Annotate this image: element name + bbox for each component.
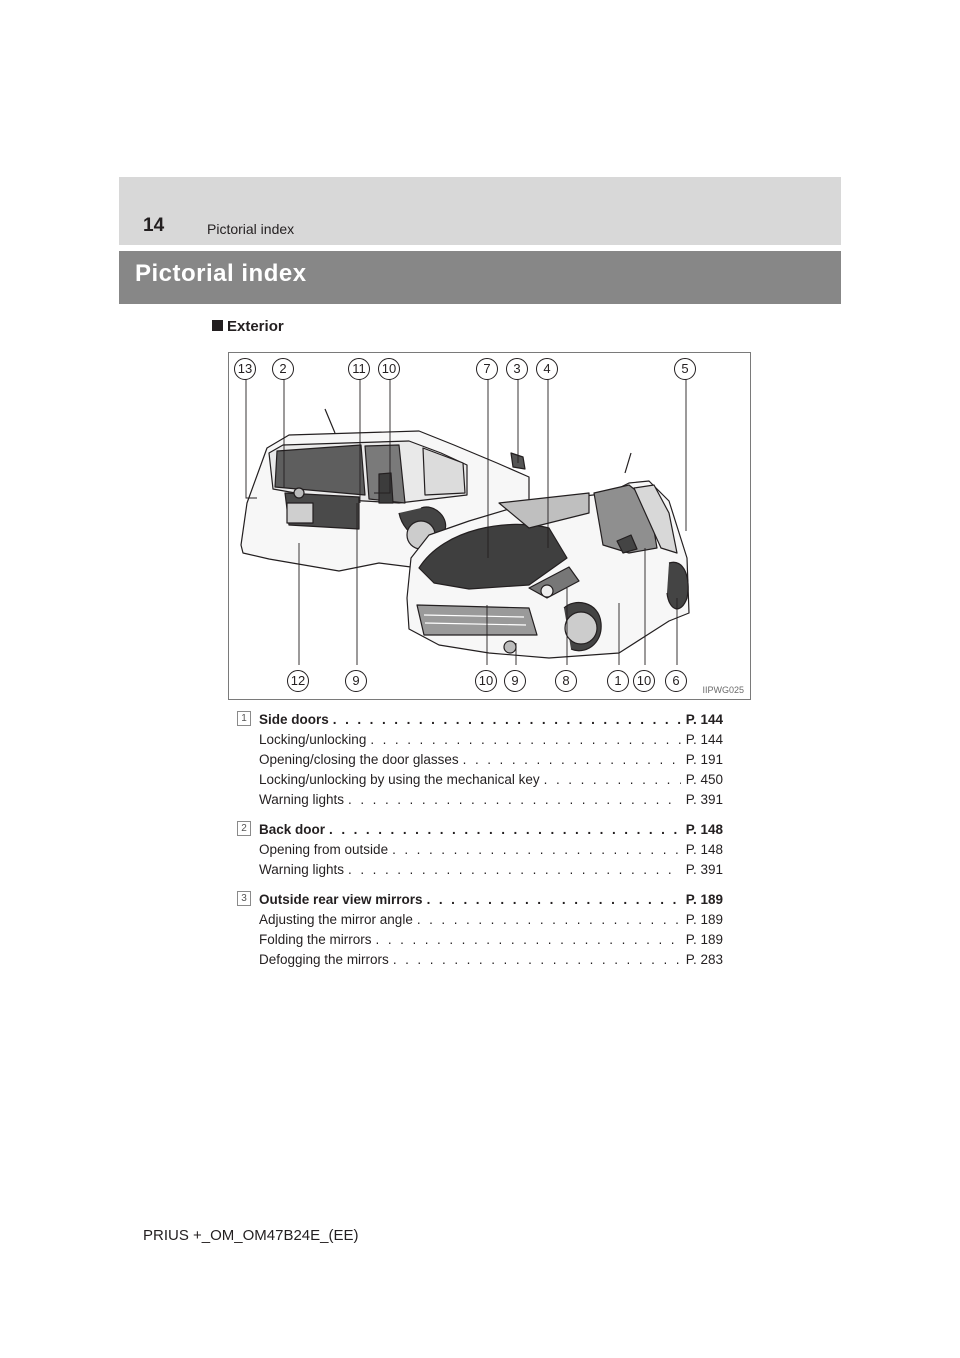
callout-bottom-5: 8 [555, 670, 577, 692]
sub-entry-label: Opening/closing the door glasses [259, 752, 459, 767]
dot-leader [329, 820, 681, 840]
dot-leader [370, 730, 681, 750]
index-entry [237, 820, 723, 880]
bullet-square-icon [212, 320, 223, 331]
dot-leader [333, 710, 681, 730]
index-entry [237, 890, 723, 970]
entry-number: 3 [237, 891, 251, 906]
sub-entry-label: Warning lights [259, 862, 345, 877]
sub-entry-page-ref[interactable]: P. 148 [685, 842, 723, 857]
entry-main-row [259, 710, 723, 730]
callout-top-3: 11 [348, 358, 370, 380]
dot-leader [544, 770, 681, 790]
callout-top-6: 3 [506, 358, 528, 380]
index-list [237, 710, 723, 980]
exterior-figure [228, 352, 751, 700]
sub-entry-page-ref[interactable]: P. 189 [685, 932, 723, 947]
callout-bottom-1: 12 [287, 670, 309, 692]
dot-leader [393, 950, 681, 970]
entry-main-row [259, 820, 723, 840]
callout-top-7: 4 [536, 358, 558, 380]
sub-entry-page-ref[interactable]: P. 391 [685, 862, 723, 877]
callout-top-2: 2 [272, 358, 294, 380]
footer-code: PRIUS +_OM_OM47B24E_(EE) [143, 1227, 359, 1244]
dot-leader [392, 840, 681, 860]
callout-bottom-8: 6 [665, 670, 687, 692]
callout-bottom-7: 10 [633, 670, 655, 692]
section-heading-label: Exterior [227, 318, 284, 335]
sub-entry-page-ref[interactable]: P. 450 [685, 772, 723, 787]
sub-entry-label: Defogging the mirrors [259, 952, 389, 967]
callout-bottom-3: 10 [475, 670, 497, 692]
sub-entry-page-ref[interactable]: P. 191 [685, 752, 723, 767]
sub-entry-label: Locking/unlocking by using the mechanical key [259, 772, 540, 787]
callout-bottom-2: 9 [345, 670, 367, 692]
callout-top-5: 7 [476, 358, 498, 380]
sub-entry-row [259, 750, 723, 770]
sub-entry-row [259, 790, 723, 810]
callout-top-8: 5 [674, 358, 696, 380]
sub-entry-page-ref[interactable]: P. 189 [685, 912, 723, 927]
car-illustration [229, 353, 750, 699]
sub-entry-page-ref[interactable]: P. 283 [685, 952, 723, 967]
sub-entry-row [259, 840, 723, 860]
dot-leader [417, 910, 681, 930]
callout-top-4: 10 [378, 358, 400, 380]
sub-entry-row [259, 770, 723, 790]
running-title: Pictorial index [207, 221, 295, 237]
sub-entry-label: Locking/unlocking [259, 732, 367, 747]
sub-entry-row [259, 950, 723, 970]
index-entry [237, 710, 723, 810]
sub-entry-label: Warning lights [259, 792, 345, 807]
callout-bottom-4: 9 [504, 670, 526, 692]
entry-label: Side doors [259, 712, 329, 727]
sub-entry-page-ref[interactable]: P. 391 [685, 792, 723, 807]
entry-label: Outside rear view mirrors [259, 892, 423, 907]
figure-code: IIPWG025 [702, 685, 744, 695]
entry-page-ref[interactable]: P. 148 [685, 822, 723, 837]
sub-entry-label: Adjusting the mirror angle [259, 912, 413, 927]
sub-entry-row [259, 930, 723, 950]
page-title: Pictorial index [135, 260, 307, 287]
section-heading [212, 318, 284, 335]
page-number: 14 [143, 215, 165, 236]
sub-entry-label: Folding the mirrors [259, 932, 372, 947]
dot-leader [348, 860, 681, 880]
title-bar [119, 251, 841, 304]
sub-entry-page-ref[interactable]: P. 144 [685, 732, 723, 747]
entry-main-row [259, 890, 723, 910]
callout-bottom-6: 1 [607, 670, 629, 692]
entry-number: 2 [237, 821, 251, 836]
dot-leader [463, 750, 681, 770]
entry-page-ref[interactable]: P. 189 [685, 892, 723, 907]
dot-leader [348, 790, 681, 810]
entry-page-ref[interactable]: P. 144 [685, 712, 723, 727]
dot-leader [376, 930, 681, 950]
callout-top-1: 13 [234, 358, 256, 380]
entry-label: Back door [259, 822, 326, 837]
dot-leader [427, 890, 681, 910]
entry-number: 1 [237, 711, 251, 726]
sub-entry-row [259, 910, 723, 930]
sub-entry-row [259, 730, 723, 750]
sub-entry-label: Opening from outside [259, 842, 389, 857]
sub-entry-row [259, 860, 723, 880]
